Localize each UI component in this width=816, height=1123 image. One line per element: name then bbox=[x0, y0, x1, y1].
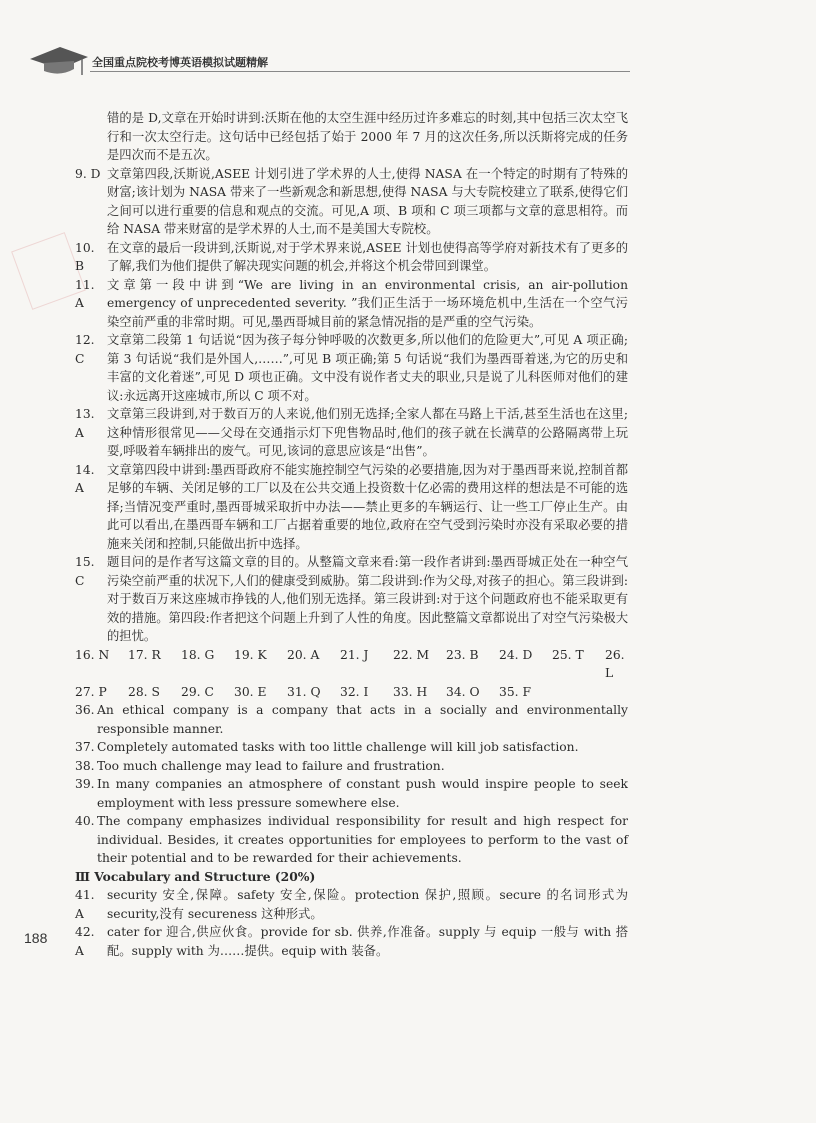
answer-item bbox=[75, 553, 628, 646]
answer-item bbox=[75, 812, 628, 868]
item-text: security 安全,保障。safety 安全,保险。protection 保护,照顾。secure 的名词形式为 security,没有 secureness 这种形式。 bbox=[107, 888, 628, 921]
answer-item bbox=[75, 276, 628, 332]
answer-item bbox=[75, 923, 628, 960]
answer-key: 34. O bbox=[446, 684, 480, 699]
answer-key: 22. M bbox=[393, 647, 430, 662]
header-rule bbox=[90, 71, 630, 72]
answer-item bbox=[75, 461, 628, 554]
answer-grid bbox=[75, 646, 628, 702]
answer-key: 32. I bbox=[340, 684, 369, 699]
answer-item bbox=[75, 886, 628, 923]
item-number: 37. bbox=[75, 740, 95, 754]
answer-key: 27. P bbox=[75, 684, 107, 699]
item-number: 11. A bbox=[75, 277, 95, 310]
item-number: 42. A bbox=[75, 925, 95, 958]
item-text: In many companies an atmosphere of constant push would inspire people to seek employment with less pressure somewhere else. bbox=[97, 777, 628, 810]
continued-paragraph: 错的是 D,文章在开始时讲到:沃斯在他的太空生涯中经历过许多难忘的时刻,其中包括三次太空飞行和一次太空行走。这句话中已经包括了始于 2000 年 7 月的这次任务,所以沃斯将完成的任务是四次而不是五次。 bbox=[107, 111, 628, 162]
item-text: 文章第四段,沃斯说,ASEE 计划引进了学术界的人士,使得 NASA 在一个特定的时期有了特殊的财富;该计划为 NASA 带来了一些新观念和新思想,使得 NASA 与大专院校建立了联系,使得它们之间可以进行重要的信息和观点的交流。可见,A 项、B 项和 C 项三项都与文章的意思相符。而给 NASA 带来财富的是学术界的人士,而不是美国大专院校。 bbox=[107, 166, 628, 236]
answer-key: 21. J bbox=[340, 647, 369, 662]
item-number: 41. A bbox=[75, 888, 95, 921]
item-number: 14. A bbox=[75, 462, 95, 495]
item-number: 13. A bbox=[75, 407, 95, 440]
answer-key: 33. H bbox=[393, 684, 428, 699]
answer-key: 25. T bbox=[552, 647, 584, 662]
item-text: cater for 迎合,供应伙食。provide for sb. 供养,作准备。supply 与 equip 一般与 with 搭配。supply with 为……提供。equip with 装备。 bbox=[107, 925, 628, 958]
answer-item bbox=[75, 331, 628, 405]
answer-key: 29. C bbox=[181, 684, 214, 699]
answer-key: 23. B bbox=[446, 647, 479, 662]
answer-key: 18. G bbox=[181, 647, 215, 662]
section-heading: Ⅲ Vocabulary and Structure (20%) bbox=[75, 868, 316, 884]
answer-key: 20. A bbox=[287, 647, 320, 662]
graduation-cap-icon bbox=[30, 45, 90, 79]
answer-key: 17. R bbox=[128, 647, 161, 662]
answer-item bbox=[75, 239, 628, 276]
item-text: The company emphasizes individual responsibility for result and high respect for individual. Besides, it creates opportunities for employees to perform to the vast of their potential and to be rewarded for their achievements. bbox=[97, 814, 628, 865]
page-number: 188 bbox=[24, 930, 48, 946]
item-text: 在文章的最后一段讲到,沃斯说,对于学术界来说,ASEE 计划也使得高等学府对新技术有了更多的了解,我们为他们提供了解决现实问题的机会,并将这个机会带回到课堂。 bbox=[107, 240, 628, 273]
item-text: An ethical company is a company that acts in a socially and environmentally responsible manner. bbox=[97, 703, 628, 736]
answer-item bbox=[75, 775, 628, 812]
item-text: 文章第二段第 1 句话说“因为孩子每分钟呼吸的次数更多,所以他们的危险更大”,可见 A 项正确;第 3 句话说“我们是外国人,……”,可见 B 项正确;第 5 句话说“我们为墨西哥着迷,为它的历史和丰富的文化着迷”,可见 D 项也正确。文中没有说作者丈夫的职业,只是说了儿科医师对他们的建议:永远离开这座城市,所以 C 项不对。 bbox=[107, 333, 628, 403]
item-number: 15. C bbox=[75, 555, 95, 588]
item-number: 38. bbox=[75, 758, 95, 773]
answer-item bbox=[75, 738, 628, 757]
answer-item bbox=[75, 701, 628, 738]
item-text: Completely automated tasks with too little challenge will kill job satisfaction. bbox=[97, 740, 579, 754]
item-number: 9. D bbox=[75, 166, 101, 181]
book-title: 全国重点院校考博英语模拟试题精解 bbox=[92, 56, 268, 69]
item-number: 12. C bbox=[75, 333, 95, 366]
answer-key: 24. D bbox=[499, 647, 533, 662]
item-text: 文章第四段中讲到:墨西哥政府不能实施控制空气污染的必要措施,因为对于墨西哥来说,控制首都足够的车辆、关闭足够的工厂以及在公共交通上投资数十亿必需的费用这样的想法是不可能的选择;当情况变严重时,墨西哥城采取折中办法——禁止更多的车辆运行、让一些工厂停止生产。由此可以看出,在墨西哥车辆和工厂占据着重要的地位,政府在空气受到污染时亦没有采取必要的措施来关闭和控制,只能做出折中选择。 bbox=[107, 462, 628, 551]
running-header bbox=[30, 45, 630, 85]
answer-key: 26. L bbox=[605, 647, 625, 680]
item-text: 文章第三段讲到,对于数百万的人来说,他们别无选择;全家人都在马路上干活,甚至生活也在这里;这种情形很常见——父母在交通指示灯下兜售物品时,他们的孩子就在长满草的公路隔离带上玩耍,呼吸着车辆排出的废气。可见,该词的意思应该是“出售”。 bbox=[107, 407, 628, 458]
item-text: 题目问的是作者写这篇文章的目的。从整篇文章来看:第一段作者讲到:墨西哥城正处在一种空气污染空前严重的状况下,人们的健康受到威胁。第二段讲到:作为父母,对孩子的担心。第三段讲到:对于数百万来这座城市挣钱的人,他们别无选择。第三段讲到:对于这个问题政府也不能采取更有效的措施。第四段:作者把这个问题上升到了人性的角度。因此整篇文章都说出了对空气污染极大的担忧。 bbox=[107, 555, 628, 643]
answer-item bbox=[75, 757, 628, 776]
item-number: 39. bbox=[75, 777, 95, 791]
answer-key: 35. F bbox=[499, 684, 531, 699]
answer-key: 19. K bbox=[234, 647, 267, 662]
item-text: 文章第一段中讲到“We are living in an environmental crisis, an air-pollution emergency of unprecedented severity. ”我们正生活于一场环境危机中,生活在一个空气污染空前严重的非常时期。可见,墨西哥城目前的紧急情况指的是严重的空气污染。 bbox=[107, 277, 628, 329]
item-number: 36. bbox=[75, 703, 95, 717]
answer-key: 16. N bbox=[75, 647, 110, 662]
answer-key: 30. E bbox=[234, 684, 267, 699]
item-number: 40. bbox=[75, 814, 95, 828]
answer-key: 28. S bbox=[128, 684, 160, 699]
item-text: Too much challenge may lead to failure and frustration. bbox=[97, 758, 445, 773]
answer-explanations bbox=[75, 109, 628, 960]
answer-item bbox=[75, 165, 628, 239]
answer-item bbox=[75, 405, 628, 461]
answer-key: 31. Q bbox=[287, 684, 321, 699]
item-number: 10. B bbox=[75, 240, 95, 273]
